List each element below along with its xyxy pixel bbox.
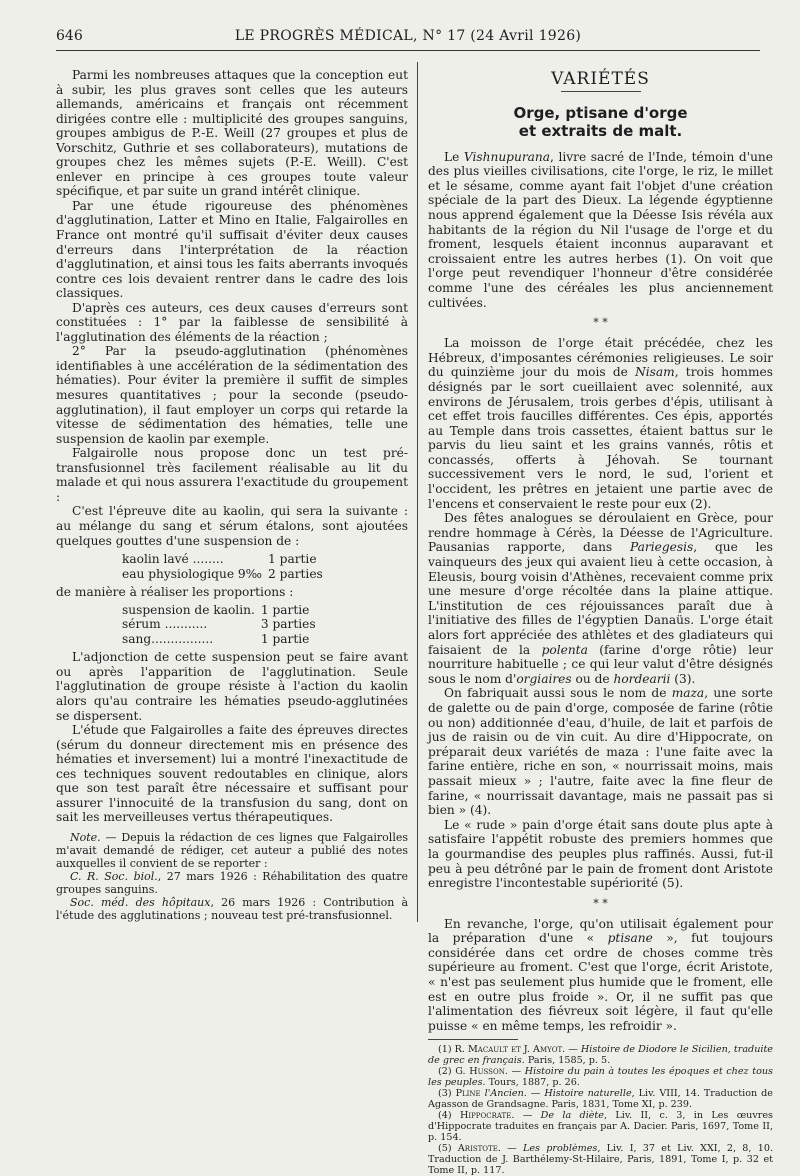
footnote: [428, 1066, 773, 1088]
text-run: La moisson de l'orge était précédée, chez les Hébreux, d'imposantes cérémonies religieuses. Le soir du quinzième jour du mois de: [428, 336, 773, 380]
proportion-item: suspension de kaolin.: [122, 602, 255, 617]
footnote-rule: [428, 1039, 518, 1040]
footnote-rest: . Paris, 1585, p. 5.: [521, 1055, 611, 1067]
left-paragraph-8: L'adjonction de cette suspension peut se faire avant ou après l'apparition de l'agglutination. Seule l'agglutination de groupe résiste à l'action du kaolin alors qu'au contraire les hématies pseudo-agglutinées se dispersent.: [56, 650, 408, 723]
page-header: [56, 28, 760, 50]
proportion-row: [122, 603, 322, 618]
proportion-qty: 1 partie: [260, 602, 310, 617]
proportion-qty: 1 partie: [260, 631, 310, 646]
footnote-title: — Histoire de Diodore le Sicilien, traduite de grec en français: [428, 1044, 773, 1067]
note-lead: Note.: [70, 830, 101, 844]
footnote-author: G. Husson.: [455, 1066, 508, 1078]
proportion-item: sang................: [122, 631, 214, 646]
proportion-qty: 3 parties: [260, 617, 316, 632]
term-hordearii: hordearii: [613, 671, 671, 686]
text-run: Des fêtes analogues se déroulaient en Grèce, pour rendre hommage à Cérès, la Déesse de l'Agriculture. Pausanias rapporte, dans: [428, 511, 773, 555]
kaolin-recipe-table: [122, 552, 329, 581]
right-paragraph-5: Le « rude » pain d'orge était sans doute plus apte à satisfaire l'appétit robuste des premiers hommes que la gourmandise des peuples plus raffinés. Aussi, fut-il peu à peu détrôné par le pain de froment dont Aristote enregistre l'incontestable supériorité (5).: [428, 817, 773, 891]
section-title: VARIÉTÉS: [551, 69, 650, 89]
term-orgiaires: orgiaires: [516, 671, 572, 686]
footnote-number: (1): [438, 1044, 452, 1056]
left-column: [56, 68, 408, 922]
right-paragraph-2: [428, 336, 773, 511]
article-title-line-1: Orge, ptisane d'orge: [513, 103, 688, 122]
footnote: [428, 1044, 773, 1066]
left-paragraph-4: 2° Par la pseudo-agglutination (phénomènes identifiables à une accélération de la sédimentation des hématies). Pour éviter la première il suffit de simples mesures quantitatives ; pour la seconde (pseudo-agglutination), il faut employer un corps qui retarde la vitesse de sédimentation des hématies, telle une suspension de kaolin par exemple.: [56, 344, 408, 446]
text-run: (farine d'orge rôtie) leur nourriture habituelle ; ce qui leur valut d'être désignés sous le nom d': [428, 642, 773, 686]
text-run: On fabriquait aussi sous le nom de: [444, 686, 672, 701]
article-title: [428, 104, 773, 140]
recipe-qty: 1 partie: [268, 552, 317, 567]
text-run: Le: [444, 149, 464, 164]
left-paragraph-9: L'étude que Falgairolles a faite des épreuves directes (sérum du donneur directement mis en présence des hématies et inversement) lui a montré l'inexactitude de ces techniques souvent redoutables en clinique, alors que son test paraît être nécessaire et suffisant pour assurer l'innocuité de la transfusion du sang, dont on sait les merveilleuses vertus thérapeutiques.: [56, 723, 408, 825]
text-run: », fut toujours considérée dans cet ordre de choses comme très supérieure au froment. C'est que l'orge, écrit Aristote, « n'est pas seulement plus humide que le froment, elle est en outre plus froide ». Or, il ne suffit pas que l'alimentation des fiévreux soit légère, il faut qu'elle puisse « en même temps, les refroidir ».: [428, 931, 773, 1033]
proportions-table: [122, 603, 322, 647]
text-run: , que les vainqueurs des jeux qui avaient lieu à cette occasion, à Eleusis, bourg voisin d'Athènes, recevaient comme prix une mesure d'orge récoltée dans la plaine attique. L'institution de ces réjouissances paraît due à l'initiative des filles de l'égyptien Danaüs. L'orge était alors fort appréciée des athlètes et des gladiateurs qui faisaient de la: [428, 540, 773, 657]
column-divider: [417, 62, 418, 922]
footnotes: [428, 1044, 773, 1176]
footnote-title: — De la diète: [514, 1110, 604, 1122]
footnote: [428, 1143, 773, 1176]
right-column: [428, 70, 773, 1176]
footnote-title: — Les problèmes: [500, 1143, 598, 1155]
running-title: LE PROGRÈS MÉDICAL, N° 17 (24 Avril 1926): [234, 28, 582, 44]
section-title-rule: [561, 91, 641, 92]
header-rule: [56, 50, 760, 51]
footnote: [428, 1110, 773, 1143]
note-ref-text: , 26 mars 1926 : Contribution à l'étude des agglutinations ; nouveau test pré-transfusionnel.: [56, 895, 408, 922]
text-run: , trois hommes désignés par le sort cueillaient avec solennité, aux environs de Jérusalem, trois gerbes d'épis, utilisant à cet effet trois faucilles différentes. Ces épis, apportés au Temple dans trois cassettes, étaient battus sur le parvis du lieu saint et les grains vannés, rôtis et concassés, offerts à Jéhovah. Se tournant successivement vers le nord, le sud, l'orient et l'occident, les prêtres en jetaient une partie avec de l'encens et conservaient le reste pour eux (2).: [428, 365, 773, 511]
footnote-author: Pline: [455, 1088, 481, 1100]
work-title: Pariegesis: [630, 540, 694, 555]
footnote-author: Aristote.: [457, 1143, 501, 1155]
recipe-row: [122, 567, 329, 582]
author-note: [56, 831, 408, 922]
footnote-title: — Histoire du pain à toutes les époques et chez tous les peuples: [428, 1066, 773, 1089]
footnote-number: (3): [438, 1088, 452, 1100]
note-ref-source: C. R. Soc. biol.: [70, 869, 158, 883]
recipe-item: eau physiologique 9‰: [122, 566, 263, 581]
note-text: — Depuis la rédaction de ces lignes que Falgairolles m'avait demandé de rédiger, cet auteur a publié des notes auxquelles il convient de se reporter :: [56, 830, 408, 870]
term-ptisane: ptisane: [607, 931, 653, 946]
article-title-line-2: et extraits de malt.: [518, 121, 683, 140]
footnote-rest: . Tours, 1887, p. 26.: [482, 1077, 580, 1089]
right-paragraph-3: [428, 511, 773, 686]
section-separator-stars: * *: [593, 316, 608, 330]
recipe-qty: 2 parties: [268, 566, 323, 581]
page-number: 646: [56, 28, 83, 44]
footnote-number: (5): [438, 1143, 452, 1155]
footnote-author: Hippocrate.: [459, 1110, 515, 1122]
text-run: ou de: [571, 671, 614, 686]
footnote-author: R. Macault et J. Amyot.: [454, 1044, 566, 1056]
recipe-item: kaolin lavé ........: [122, 552, 224, 567]
left-paragraph-2: Par une étude rigoureuse des phénomènes d'agglutination, Latter et Mino en Italie, Falgairolles en France ont montré qu'il suffisait d'éviter deux causes d'erreurs dans l'interprétation de la réaction d'agglutination, et ainsi tous les faits aberrants invoqués contre ces lois devaient rentrer dans le cadre des lois classiques.: [56, 198, 408, 301]
footnote-rest: , Liv. VIII, 14. Traduction de Agasson de Grandsagne. Paris, 1831, Tome XI, p. 239.: [428, 1088, 773, 1111]
right-paragraph-6: [428, 917, 773, 1034]
footnote: [428, 1088, 773, 1110]
footnote-rest: , Liv. I, 37 et Liv. XXI, 2, 8, 10. Traduction de J. Barthélemy-St-Hilaire, Paris, 1891, Tome I, p. 32 et Tome II, p. 117.: [428, 1143, 773, 1176]
work-title: Vishnupurana: [463, 149, 551, 164]
text-run: , livre sacré de l'Inde, témoin d'une des plus vieilles civilisations, cite l'orge, le riz, le millet et le sésame, comme ayant fait l'objet d'une création spéciale de la part des Dieux. La légende égyptienne nous apprend également que la Déesse Isis révéla aux habitants de la région du Nil l'usage de l'orge et du froment, lesquels étaient inconnus auparavant et croissaient entre les autres herbes (1). On voit que l'orge peut revendiquer l'honneur d'être considérée comme l'une des céréales les plus anciennement cultivées.: [428, 149, 773, 310]
left-paragraph-1: Parmi les nombreuses attaques que la conception eut à subir, les plus graves sont celles que les auteurs allemands, américains et français ont récemment dirigées contre elle : multiplicité des groupes sanguins, groupes ambigus de P.-E. Weill (27 groupes et plus de Vorschitz, Guthrie et ses collaborateurs), mutations de groupes chez les mêmes sujets (P.-E. Weill). C'est enlever en principe à ces groupes toute valeur spécifique, et par suite un grand intérêt clinique.: [56, 68, 408, 199]
left-paragraph-6: C'est l'épreuve dite au kaolin, qui sera la suivante : au mélange du sang et sérum étalons, sont ajoutées quelques gouttes d'une suspension de :: [56, 504, 408, 548]
footnote-number: (4): [438, 1110, 452, 1122]
footnote-rest: , Liv. II, c. 3, in Les œuvres d'Hippocrate traduites en français par A. Dacier. Paris, 1697, Tome II, p. 154.: [428, 1110, 773, 1144]
proportion-item: sérum ...........: [122, 617, 208, 632]
section-separator-stars: * *: [593, 896, 608, 910]
month-name: Nisam: [635, 365, 675, 380]
right-paragraph-4: [428, 686, 773, 817]
footnote-title: l'Ancien. — Histoire naturelle: [480, 1088, 632, 1100]
left-paragraph-3: D'après ces auteurs, ces deux causes d'erreurs sont constituées : 1° par la faiblesse de sensibilité à l'agglutination des éléments de la réaction ;: [56, 300, 408, 344]
text-run: , une sorte de galette ou de pain d'orge, composée de farine (rôtie ou non) additionnée d'eau, d'huile, de lait et parfois de jus de raisin ou de vin cuit. Au dire d'Hippocrate, on préparait deux variétés de maza : l'une faite avec la farine entière, riche en son, « nourrissait moins, mais passait mieux » ; l'autre, faite avec la fine fleur de farine, « nourrissait davantage, mais ne passait pas si bien » (4).: [428, 686, 774, 818]
proportion-row: [122, 632, 322, 647]
note-reference-2: [56, 896, 408, 922]
left-paragraph-5: Falgairolle nous propose donc un test pré-transfusionnel très facilement réalisable au lit du malade et qui nous assurera l'exactitude du groupement :: [56, 446, 408, 504]
proportion-row: [122, 617, 322, 632]
footnote-number: (2): [438, 1066, 452, 1078]
note-reference-1: [56, 870, 408, 896]
left-paragraph-7: de manière à réaliser les proportions :: [56, 585, 294, 600]
note-ref-source: Soc. méd. des hôpitaux: [70, 895, 211, 909]
recipe-row: [122, 552, 329, 567]
text-run: En revanche, l'orge, qu'on utilisait également pour la préparation d'une «: [428, 916, 773, 946]
term-polenta: polenta: [541, 642, 588, 657]
note-paragraph: [56, 831, 408, 870]
note-ref-text: , 27 mars 1926 : Réhabilitation des quatre groupes sanguins.: [56, 869, 408, 896]
term-maza: maza: [671, 686, 705, 701]
right-paragraph-1: [428, 150, 773, 311]
text-run: (3).: [670, 671, 696, 686]
